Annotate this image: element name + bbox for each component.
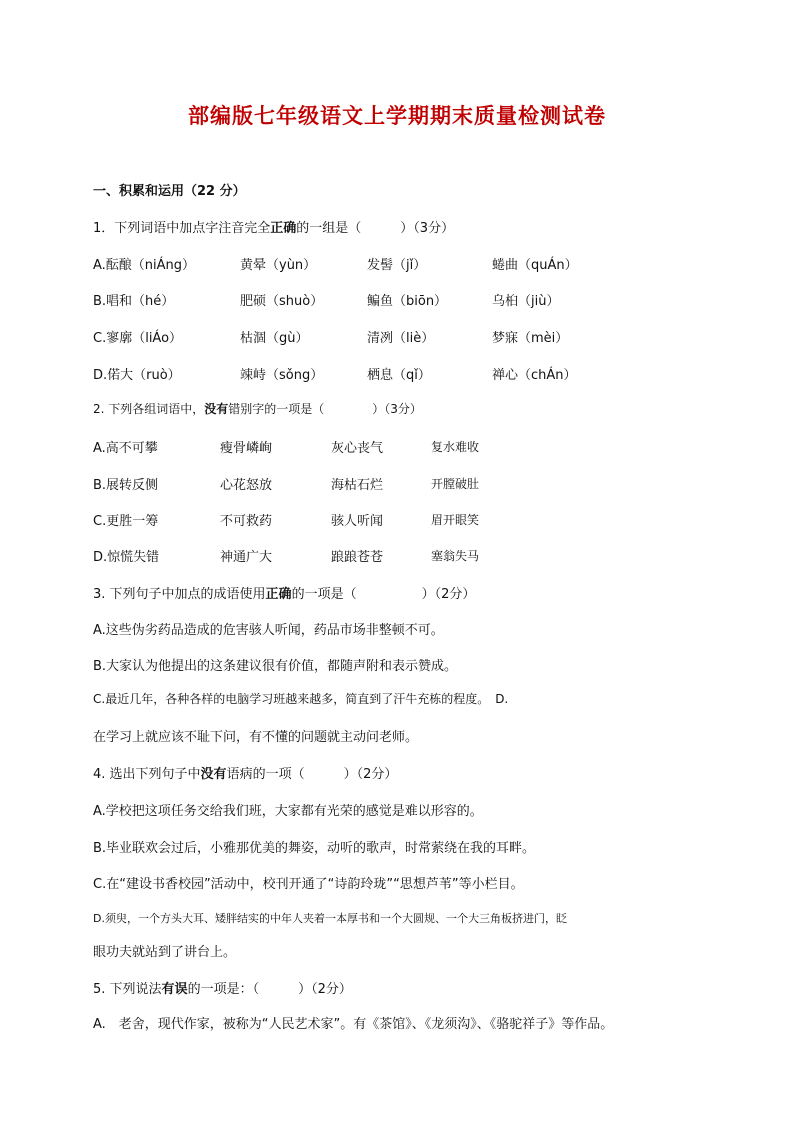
question-5-keyword: 有误 xyxy=(161,982,188,997)
q2-option-d-word3: 踉踉苍苍 xyxy=(331,550,384,565)
question-1-suffix: 的一组是（ ）（3分） xyxy=(296,221,455,236)
q1-option-b-word4: 乌桕（jiù） xyxy=(492,294,560,309)
question-4-prefix: 4. 选出下列句子中 xyxy=(93,767,201,782)
q2-option-c-word2: 不可救药 xyxy=(220,514,273,529)
q1-option-a-word2: 黄晕（yùn） xyxy=(240,258,317,273)
q1-option-b-word3: 鳊鱼（biōn） xyxy=(367,294,448,309)
q1-option-d-word4: 禅心（chÁn） xyxy=(492,368,577,383)
question-3-prefix: 3. 下列句子中加点的成语使用 xyxy=(93,587,266,602)
question-2-prefix: 2. 下列各组词语中， xyxy=(93,402,205,416)
q1-option-c-word2: 枯涸（gù） xyxy=(240,331,309,346)
question-1 xyxy=(93,217,454,236)
q4-option-d-line2: 眼功夫就站到了讲台上。 xyxy=(93,945,237,960)
q2-option-a-word3: 灰心丧气 xyxy=(331,441,384,456)
q3-option-c: C.最近几年，各种各样的电脑学习班越来越多，简直到了汗牛充栋的程度。 D. xyxy=(93,692,509,706)
q5-option-a: A. 老舍，现代作家，被称为“人民艺术家”。有《茶馆》、《龙须沟》、《骆驼祥子》等作品。 xyxy=(93,1017,614,1032)
q1-option-b-word2: 肥硕（shuò） xyxy=(240,294,324,309)
question-2-suffix: 错别字的一项是（ ）（3分） xyxy=(228,402,422,416)
q1-option-d-word2: 竦峙（sǒng） xyxy=(240,368,324,383)
q1-option-c-word4: 梦寐（mèi） xyxy=(492,331,569,346)
q2-option-b-word1: B.展转反侧 xyxy=(93,478,159,493)
q3-option-d: 在学习上就应该不耻下问，有不懂的问题就主动问老师。 xyxy=(93,730,419,745)
q2-option-c-word3: 骇人听闻 xyxy=(331,514,384,529)
question-4 xyxy=(93,763,397,782)
question-1-keyword: 正确 xyxy=(270,221,297,236)
q1-option-a-word4: 蜷曲（quÁn） xyxy=(492,258,578,273)
question-5-suffix: 的一项是：（ ）（2分） xyxy=(187,982,352,997)
question-3-keyword: 正确 xyxy=(265,587,292,602)
question-2 xyxy=(93,400,422,417)
section-heading: 一、积累和运用（22 分） xyxy=(93,184,246,199)
q2-option-b-word3: 海枯石烂 xyxy=(331,478,384,493)
q3-option-b: B.大家认为他提出的这条建议很有价值，都随声附和表示赞成。 xyxy=(93,659,458,674)
question-3 xyxy=(93,583,475,602)
document-title: 部编版七年级语文上学期期末质量检测试卷 xyxy=(188,103,606,128)
q2-option-d-word2: 神通广大 xyxy=(220,550,273,565)
q2-option-a-word1: A.高不可攀 xyxy=(93,441,158,456)
q1-option-d-word1: D.偌大（ruò） xyxy=(93,368,181,383)
q1-option-c-word3: 清冽（liè） xyxy=(367,331,435,346)
q4-option-c: C.在“建设书香校园”活动中，校刊开通了“诗韵玲珑”“思想芦苇”等小栏目。 xyxy=(93,877,524,892)
q2-option-c-word4: 眉开眼笑 xyxy=(431,513,480,527)
q4-option-a: A.学校把这项任务交给我们班，大家都有光荣的感觉是难以形容的。 xyxy=(93,804,483,819)
q2-option-b-word4: 开膛破肚 xyxy=(431,477,480,491)
q1-option-a-word3: 发髻（jǐ） xyxy=(367,258,427,273)
q2-option-d-word1: D.惊慌失错 xyxy=(93,550,160,565)
question-5-prefix: 5. 下列说法 xyxy=(93,982,162,997)
q1-option-d-word3: 栖息（qǐ） xyxy=(367,368,431,383)
q2-option-a-word4: 复水难收 xyxy=(431,440,480,454)
q4-option-b: B.毕业联欢会过后，小雅那优美的舞姿，动听的歌声，时常萦绕在我的耳畔。 xyxy=(93,841,536,856)
q4-option-d-line1: D.须臾，一个方头大耳、矮胖结实的中年人夹着一本厚书和一个大圆规、一个大三角板挤进门，眨 xyxy=(93,912,567,925)
q1-option-a-word1: A.酝酿（niÁng） xyxy=(93,258,196,273)
question-4-keyword: 没有 xyxy=(200,767,227,782)
question-2-keyword: 没有 xyxy=(204,402,229,416)
q2-option-b-word2: 心花怒放 xyxy=(220,478,273,493)
question-5 xyxy=(93,978,352,997)
question-4-suffix: 语病的一项（ ）（2分） xyxy=(226,767,398,782)
q2-option-a-word2: 瘦骨嶙峋 xyxy=(220,441,273,456)
q2-option-c-word1: C.更胜一筹 xyxy=(93,514,159,529)
q2-option-d-word4: 塞翁失马 xyxy=(431,549,480,563)
q1-option-b-word1: B.唱和（hé） xyxy=(93,294,175,309)
q3-option-a: A.这些伪劣药品造成的危害骇人听闻，药品市场非整顿不可。 xyxy=(93,623,444,638)
question-3-suffix: 的一项是（ ）（2分） xyxy=(291,587,476,602)
q1-option-c-word1: C.寥廓（liÁo） xyxy=(93,331,183,346)
question-1-prefix: 1．下列词语中加点字注音完全 xyxy=(93,221,271,236)
